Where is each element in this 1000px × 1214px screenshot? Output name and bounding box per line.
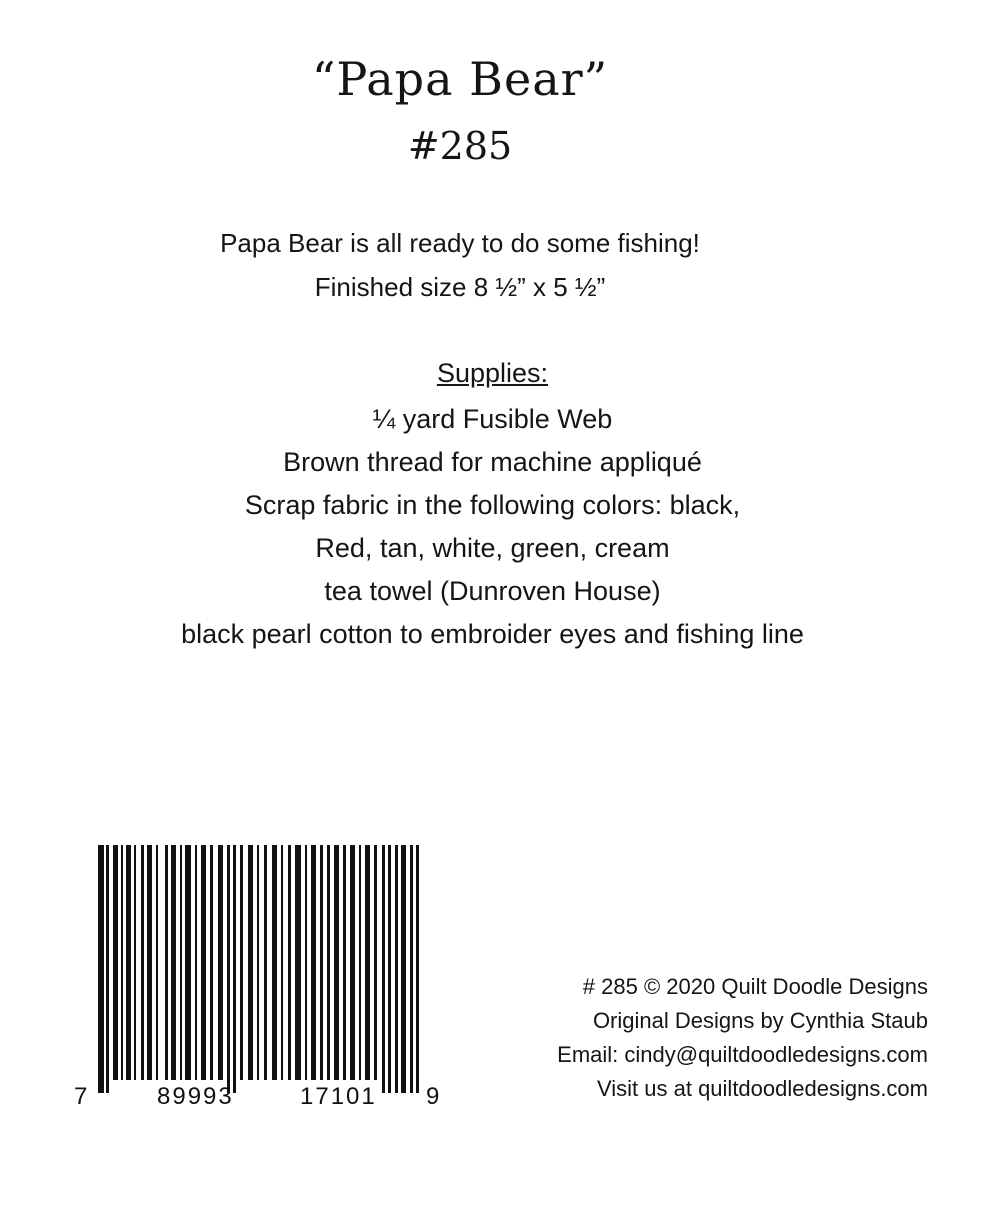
supply-item: Scrap fabric in the following colors: black, <box>244 490 741 520</box>
barcode <box>70 845 450 1110</box>
barcode-digit-last: 9 <box>426 1083 440 1110</box>
barcode-group-right: 17101 <box>300 1083 377 1110</box>
email-line: Email: cindy@quiltdoodledesigns.com <box>557 1042 928 1067</box>
finished-size: Finished size 8 ½” x 5 ½” <box>314 272 606 302</box>
pattern-number: #285 <box>407 124 513 168</box>
supply-item: tea towel (Dunroven House) <box>324 576 661 606</box>
supplies-list <box>0 398 985 656</box>
pattern-title: “Papa Bear” <box>311 52 609 106</box>
designer-line: Original Designs by Cynthia Staub <box>592 1008 928 1033</box>
supply-item: Red, tan, white, green, cream <box>315 533 670 563</box>
website-line: Visit us at quiltdoodledesigns.com <box>596 1076 928 1101</box>
barcode-bars <box>70 845 450 1110</box>
supply-item: black pearl cotton to embroider eyes and fishing line <box>181 619 804 649</box>
barcode-digit-first: 7 <box>74 1083 88 1110</box>
publisher-info <box>557 970 928 1106</box>
copyright-line: # 285 © 2020 Quilt Doodle Designs <box>582 974 928 999</box>
supplies-heading: Supplies: <box>436 358 549 388</box>
description-line: Papa Bear is all ready to do some fishing! <box>220 228 700 258</box>
barcode-group-left: 89993 <box>157 1083 234 1110</box>
supply-item: ¼ yard Fusible Web <box>372 404 613 434</box>
supply-item: Brown thread for machine appliqué <box>283 447 702 477</box>
